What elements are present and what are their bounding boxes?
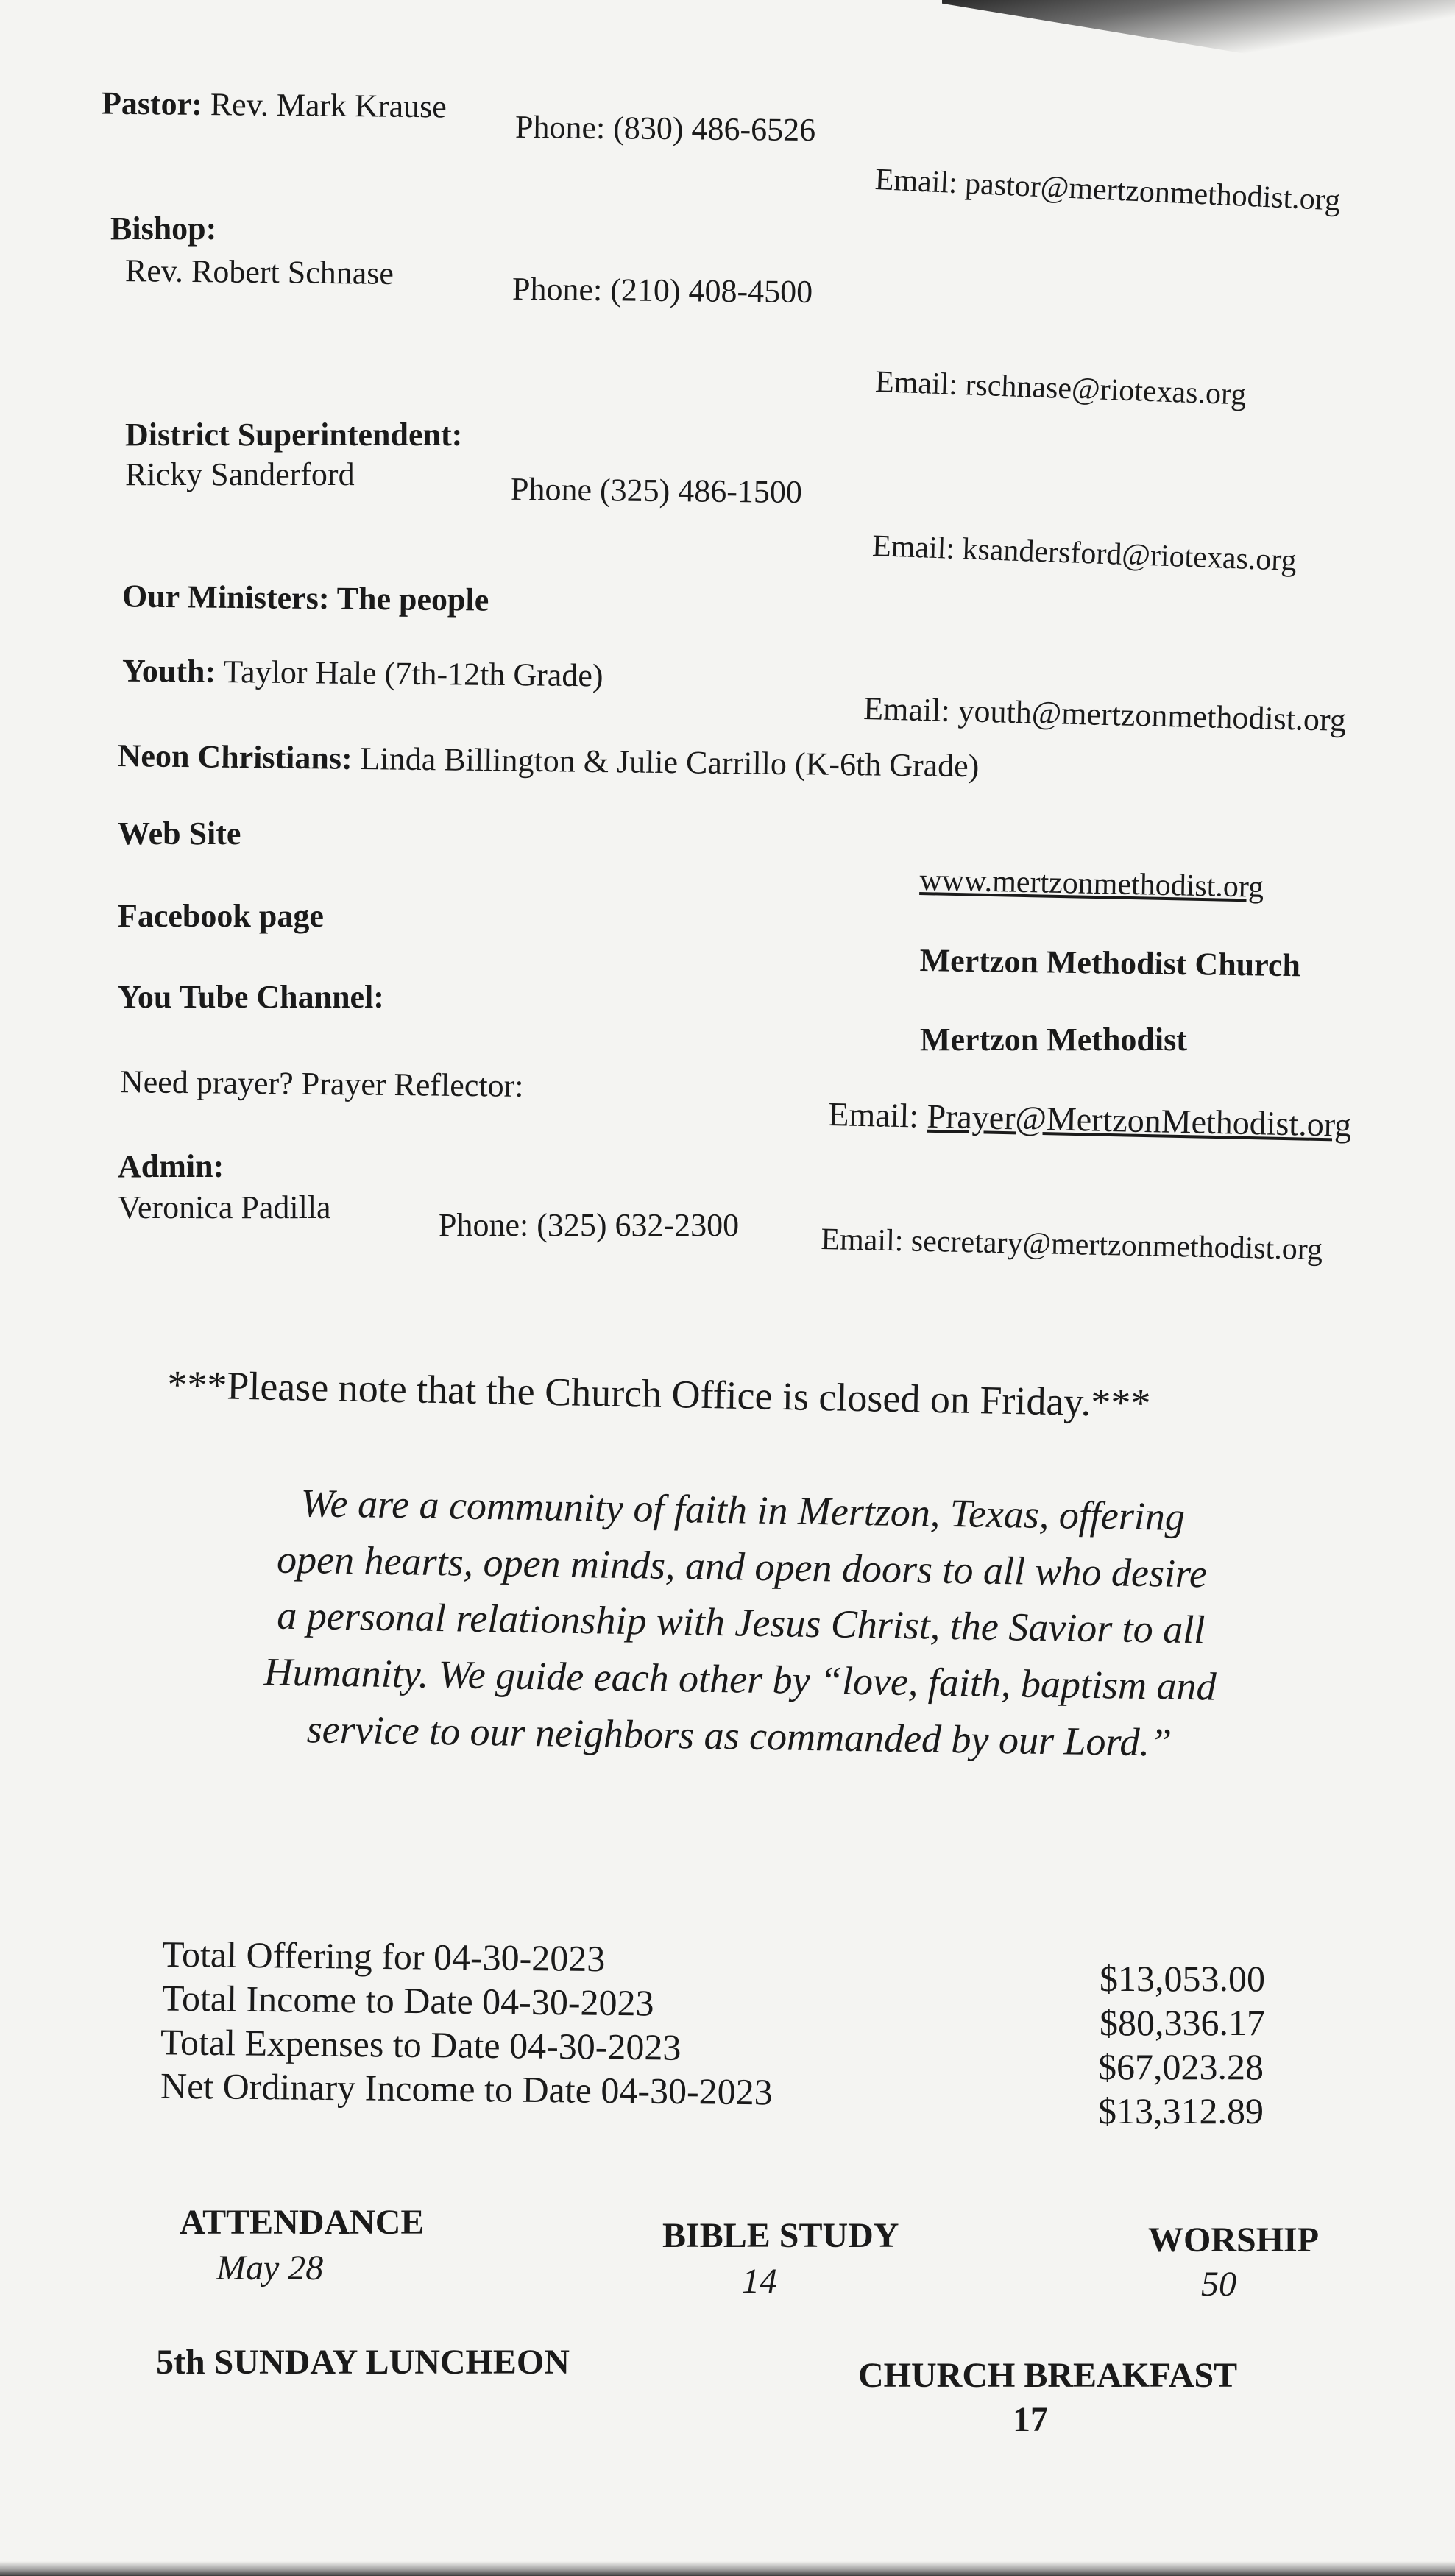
- youth-line: [122, 653, 603, 695]
- youtube-value: Mertzon Methodist: [920, 1022, 1187, 1058]
- youth-label: Youth:: [121, 652, 216, 690]
- breakfast-count: 17: [1013, 2400, 1048, 2439]
- breakfast-label: CHURCH BREAKFAST: [858, 2356, 1238, 2395]
- bishop-name: Rev. Robert Schnase: [124, 252, 394, 291]
- finance-value: $67,023.28: [1098, 2046, 1264, 2087]
- worship-label: WORSHIP: [1148, 2221, 1320, 2260]
- admin-name: Veronica Padilla: [118, 1189, 331, 1225]
- finance-label: Total Expenses to Date 04-30-2023: [160, 2021, 682, 2068]
- bible-study-count: 14: [742, 2262, 777, 2301]
- facebook-label: Facebook page: [118, 898, 324, 934]
- admin-label: Admin:: [118, 1148, 224, 1184]
- finance-value: $13,053.00: [1100, 1958, 1265, 1999]
- website-link[interactable]: www.mertzonmethodist.org: [919, 863, 1264, 905]
- bible-study-label: BIBLE STUDY: [662, 2216, 899, 2255]
- finance-label: Total Offering for 04-30-2023: [161, 1933, 606, 1980]
- mission-line: open hearts, open minds, and open doors to all who desire: [276, 1537, 1208, 1596]
- pastor-label: Pastor:: [101, 85, 203, 122]
- website-label: Web Site: [118, 815, 241, 852]
- district-email: Email: ksandersford@riotexas.org: [871, 528, 1298, 578]
- worship-count: 50: [1201, 2265, 1236, 2304]
- district-name: Ricky Sanderford: [125, 456, 355, 492]
- luncheon-label: 5th SUNDAY LUNCHEON: [156, 2343, 570, 2382]
- pastor-phone: Phone: (830) 486-6526: [514, 108, 816, 149]
- mission-line: Humanity. We guide each other by “love, faith, baptism and: [263, 1649, 1217, 1709]
- finance-value: $13,312.89: [1098, 2090, 1264, 2131]
- ministers-line: Our Ministers: The people: [121, 578, 489, 618]
- district-label: District Superintendent:: [125, 417, 463, 453]
- admin-email: Email: secretary@mertzonmethodist.org: [821, 1222, 1323, 1267]
- attendance-title: ATTENDANCE: [180, 2203, 425, 2242]
- mission-line: service to our neighbors as commanded by our Lord.”: [306, 1706, 1172, 1765]
- attendance-date: May 28: [216, 2248, 324, 2287]
- prayer-email[interactable]: Prayer@MertzonMethodist.org: [927, 1097, 1352, 1144]
- mission-line: We are a community of faith in Mertzon, Texas, offering: [300, 1481, 1186, 1539]
- bishop-email: Email: rschnase@riotexas.org: [874, 364, 1247, 412]
- neon-line: [117, 737, 979, 785]
- prayer-contact: [828, 1095, 1352, 1145]
- finance-label: Total Income to Date 04-30-2023: [161, 1977, 654, 2024]
- prayer-email-prefix: Email:: [827, 1095, 919, 1135]
- neon-leaders: Linda Billington & Julie Carrillo (K-6th Grade): [360, 740, 980, 785]
- office-closed-notice: ***Please note that the Church Office is closed on Friday.***: [166, 1362, 1151, 1426]
- pastor-name: Rev. Mark Krause: [210, 86, 447, 125]
- page-curl-shadow: [942, 0, 1455, 88]
- prayer-label: Need prayer? Prayer Reflector:: [119, 1064, 524, 1104]
- mission-line: a personal relationship with Jesus Christ, the Savior to all: [276, 1593, 1206, 1652]
- district-phone: Phone (325) 486-1500: [510, 470, 803, 511]
- youth-leader: Taylor Hale (7th-12th Grade): [223, 654, 603, 694]
- pastor-line: [102, 85, 447, 126]
- page-edge-shadow: [0, 2561, 1455, 2576]
- admin-phone: Phone: (325) 632-2300: [439, 1207, 740, 1243]
- mission-statement: [106, 1472, 1376, 1774]
- youth-email: Email: youth@mertzonmethodist.org: [863, 690, 1347, 739]
- bishop-phone: Phone: (210) 408-4500: [511, 270, 813, 311]
- neon-label: Neon Christians:: [117, 737, 353, 776]
- youtube-label: You Tube Channel:: [118, 979, 384, 1015]
- finance-value: $80,336.17: [1100, 2002, 1265, 2043]
- bishop-label: Bishop:: [110, 210, 217, 247]
- pastor-email: Email: pastor@mertzonmethodist.org: [874, 162, 1342, 218]
- facebook-value: Mertzon Methodist Church: [919, 942, 1301, 984]
- finance-label: Net Ordinary Income to Date 04-30-2023: [160, 2064, 773, 2113]
